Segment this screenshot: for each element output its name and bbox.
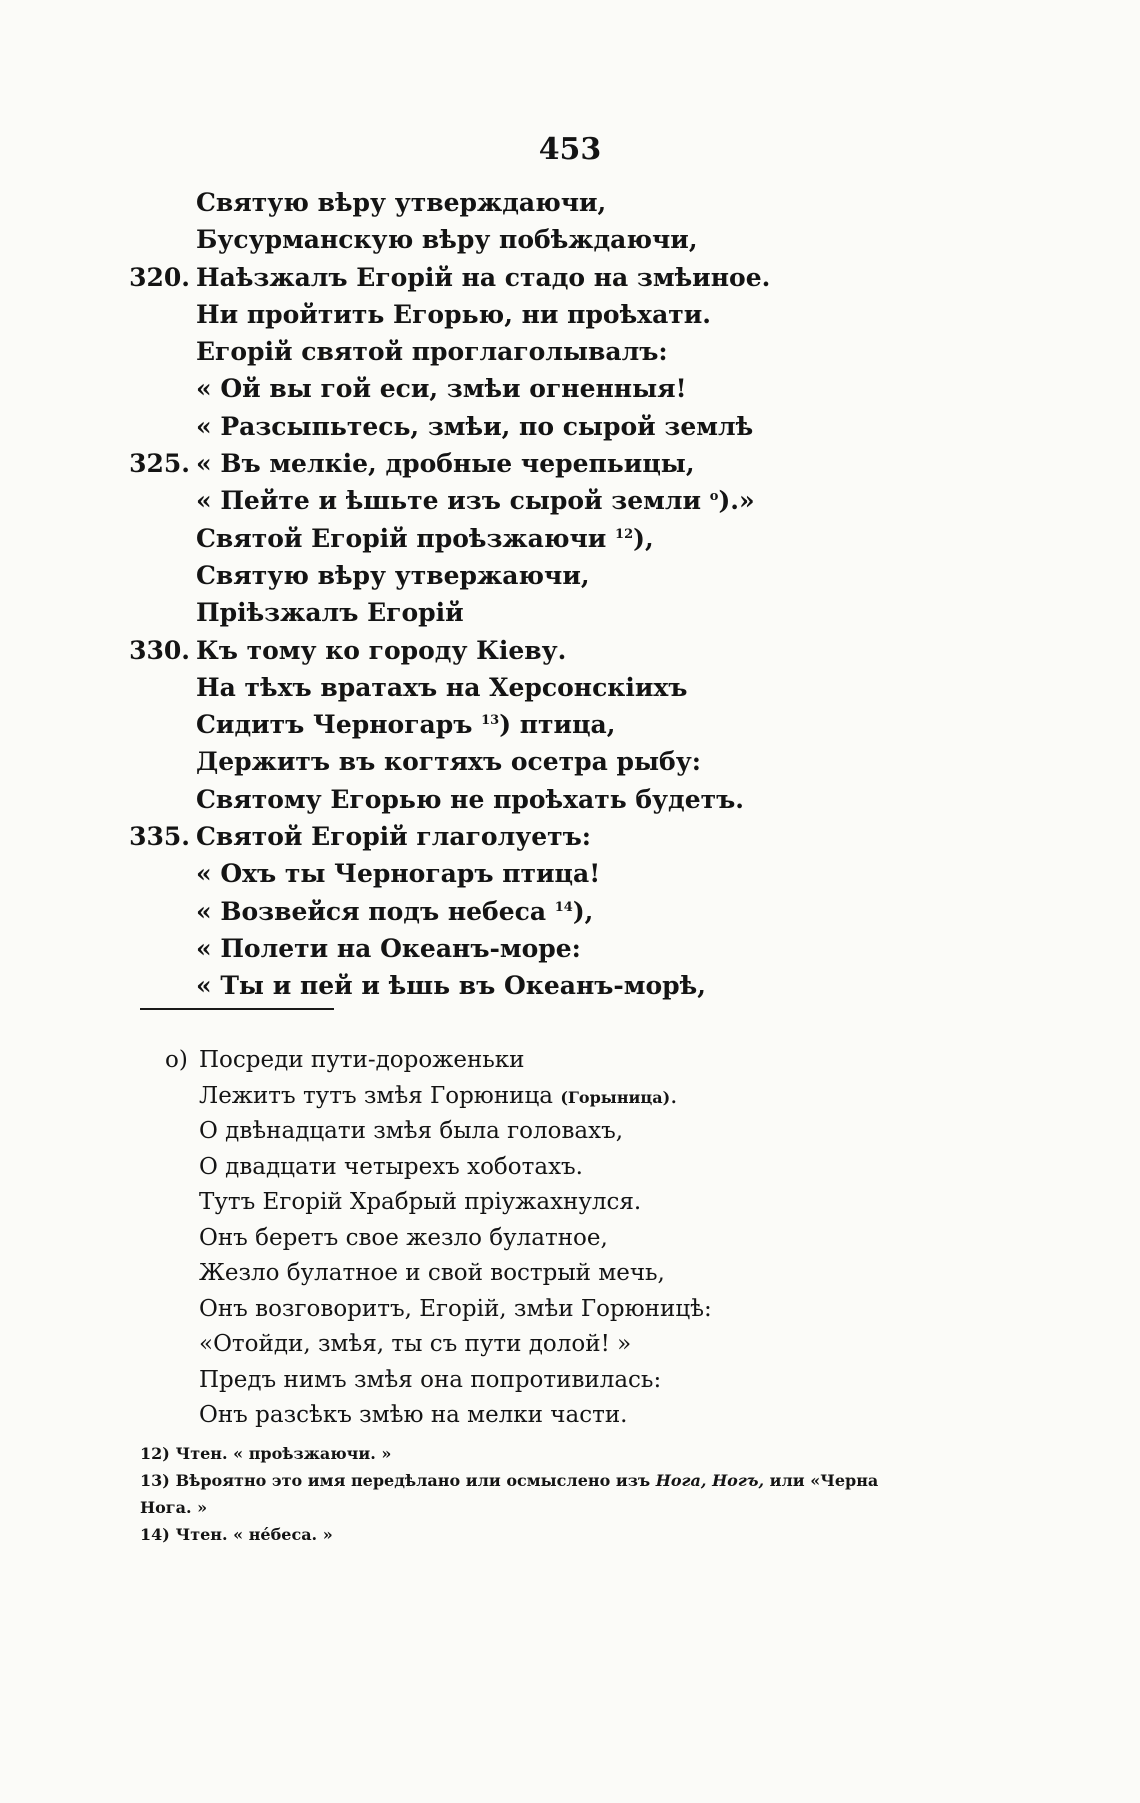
poem-line-punctuation: ), [633,523,654,553]
footnote-o-text: Онъ беретъ свое жезло булатное, [199,1224,608,1251]
footnote-o-line [165,1327,1065,1363]
poem-line-text: Святую вѣру утвержаючи, [196,560,590,590]
poem-line-text: « Въ мелкіе, дробные черепьицы, [196,449,695,479]
poem-line-text: Наѣзжалъ Егорій на стадо на змѣиное. [196,262,771,292]
footnote-divider [140,1008,334,1010]
poem-line-text: « Возвейся подъ небеса [196,896,547,926]
footnote-number: 13) [140,1471,170,1490]
poem [118,184,1078,1005]
footnote-italic: Ногъ, [712,1471,765,1490]
poem-line-text: Пріѣзжалъ Егорій [196,598,464,628]
poem-line-text: Святой Егорій глаголуетъ: [196,822,591,852]
poem-line [118,370,1078,407]
footnote-o-line [165,1398,1065,1434]
poem-line [118,743,1078,780]
poem-line [118,520,1078,557]
footnote-reference: 14 [554,899,573,915]
footnote-o-line [165,1363,1065,1399]
poem-line-text: « Разсыпьтесь, змѣи, по сырой землѣ [196,411,754,441]
line-number: 335. [129,822,190,852]
poem-line [118,967,1078,1004]
footnote-o-text: Онъ возговоритъ, Егорій, змѣи Горюницѣ: [199,1295,712,1322]
footnote-o-text: О двѣнадцати змѣя была головахъ, [199,1118,624,1144]
footnote-o-text: Лежитъ тутъ змѣя Горюница [199,1082,553,1109]
poem-line [118,930,1078,967]
poem-line [118,221,1078,258]
poem-line [118,408,1078,445]
footnote-o-line [165,1114,1065,1150]
footnote-text: Вѣроятно это имя передѣлано или осмыслено изъ [175,1471,651,1490]
footnote-o-line [165,1221,1065,1257]
poem-line [118,706,1078,743]
footnotes [140,1440,1000,1548]
footnote-13 [140,1467,1000,1494]
poem-line [118,445,1078,482]
poem-line-text: Ни пройтить Егорью, ни проѣхати. [196,299,712,329]
poem-line [118,296,1078,333]
footnote-reference: 12 [615,526,634,542]
poem-line [118,482,1078,519]
poem-line-punctuation: ).» [718,486,755,516]
poem-line-text: « Полети на Океанъ-море: [196,933,581,963]
footnote-number: 12) [140,1444,170,1463]
footnote-text: Чтен. « нéбеса. » [175,1525,333,1544]
footnote-reference: 13 [481,713,500,729]
poem-line [118,184,1078,221]
poem-line [118,632,1078,669]
footnote-13-continuation [140,1494,1000,1521]
footnote-text: Нога. » [140,1498,208,1517]
footnote-o-text: Предъ нимъ змѣя она попротивилась: [199,1366,662,1393]
poem-line [118,818,1078,855]
footnote-o-line [165,1079,1065,1115]
footnote-o-marker: o) [165,1047,188,1073]
poem-line-text: На тѣхъ вратахъ на Херсонскіихъ [196,672,688,702]
footnote-o-punctuation: . [670,1082,678,1109]
footnote-o-gloss: (Горыница) [560,1087,671,1107]
poem-line [118,557,1078,594]
poem-line-text: Егорій святой проглаголывалъ: [196,337,668,367]
poem-line-text: « Пейте и ѣшьте изъ сырой земли [196,486,702,516]
footnote-o-text: О двадцати четырехъ хоботахъ. [199,1153,583,1180]
poem-line [118,594,1078,631]
poem-line-text: Бусурманскую вѣру побѣждаючи, [196,225,698,255]
footnote-text: Чтен. « проѣзжаючи. » [175,1444,392,1463]
poem-line [118,669,1078,706]
footnote-reference: o [709,489,719,505]
poem-line-text: Держитъ въ когтяхъ осетра рыбу: [196,747,701,777]
footnote-o-line [165,1150,1065,1186]
footnote-14 [140,1521,1000,1548]
footnote-o-line [165,1043,1065,1079]
poem-line-text: Къ тому ко городу Кіеву. [196,635,567,665]
line-number: 325. [129,449,190,479]
poem-line-text: « Ой вы гой еси, змѣи огненныя! [196,374,687,404]
poem-line-text: Сидитъ Черногаръ [196,710,473,740]
poem-line [118,893,1078,930]
poem-line [118,333,1078,370]
footnote-o-line [165,1185,1065,1221]
poem-line-punctuation: ) птица, [499,710,616,740]
poem-line-text: « Охъ ты Черногаръ птица! [196,859,601,889]
poem-line-punctuation: ), [572,896,594,926]
footnote-italic: Нога, [655,1471,707,1490]
poem-line-text: Святую вѣру утверждаючи, [196,188,607,217]
footnote-o-text: Тутъ Егорій Храбрый пріужахнулся. [199,1189,642,1215]
footnote-o-text: Посреди пути-дороженьки [199,1047,525,1073]
footnote-text: или «Черна [769,1471,879,1490]
poem-line-text: Святой Егорій проѣзжаючи [196,523,607,553]
line-number: 330. [129,635,190,665]
line-number: 320. [129,262,190,292]
poem-line [118,781,1078,818]
footnote-o-line [165,1292,1065,1328]
footnote-number: 14) [140,1525,170,1544]
footnote-o-text: Онъ разсѣкъ змѣю на мелки части. [199,1402,628,1428]
poem-line [118,259,1078,296]
footnote-12 [140,1440,1000,1467]
page-number: 453 [538,132,602,167]
poem-line [118,855,1078,892]
footnote-o [165,1043,1065,1434]
poem-line-text: « Ты и пей и ѣшь въ Океанъ-морѣ, [196,971,706,1001]
footnote-o-text: «Отойди, змѣя, ты съ пути долой! » [199,1331,632,1357]
footnote-o-line [165,1256,1065,1292]
footnote-o-text: Жезло булатное и свой вострый мечь, [199,1260,665,1286]
poem-line-text: Святому Егорью не проѣхать будетъ. [196,784,744,814]
